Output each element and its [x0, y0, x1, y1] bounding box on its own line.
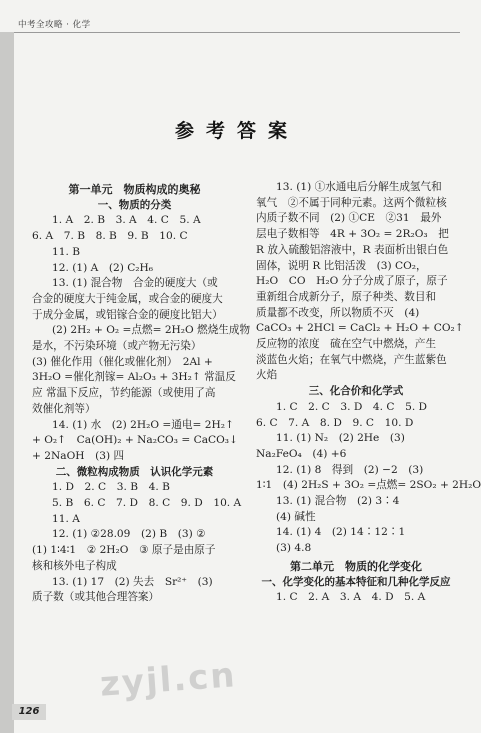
left-answer-line: 1. D 2. C 3. B 4. B	[52, 481, 170, 494]
left-section-heading: 二、微粒构成物质 认识化学元素	[55, 465, 214, 478]
left-unit-heading: 第一单元 物质构成的奥秘	[68, 183, 201, 196]
left-answer-line: 核和核外电子构成	[32, 559, 117, 572]
left-answer-line: 3H₂O =催化剂镓= Al₂O₃ + 3H₂↑ 常温反	[32, 371, 236, 384]
left-answer-line: 应 常温下反应，节约能源（或使用了高	[32, 387, 216, 400]
right-answer-line: 氧气 ②不属于同种元素。这两个微粒核	[256, 196, 447, 209]
left-answer-line: 效催化剂等）	[32, 402, 96, 415]
right-answer-line: 固体，说明 R 比铝活泼 (3) CO₂，	[256, 259, 427, 272]
right-answer-line: 1. C 2. A 3. A 4. D 5. A	[276, 591, 426, 604]
right-section-heading: 三、化合价和化学式	[308, 385, 404, 398]
left-answer-line: 12. (1) ②28.09 (2) B (3) ②	[52, 528, 206, 541]
left-answer-line: 13. (1) 17 (2) 失去 Sr²⁺ (3)	[52, 575, 213, 588]
left-answer-line: 是水，不污染环境（或产物无污染）	[32, 340, 202, 353]
right-answer-line: H₂O CO H₂O 分子分成了原子，原子	[256, 275, 448, 288]
left-answer-line: (2) 2H₂ + O₂ =点燃= 2H₂O 燃烧生成物	[52, 324, 251, 337]
page-title: 参考答案	[174, 120, 299, 142]
left-answer-line: 12. (1) A (2) C₂H₆	[52, 261, 154, 274]
right-answer-line: 1. C 2. C 3. D 4. C 5. D	[276, 400, 428, 413]
left-answer-line: 质子数（或其他合理答案）	[32, 591, 160, 604]
right-answer-line: (3) 4.8	[276, 542, 312, 555]
header-divider	[14, 32, 460, 33]
left-answer-line: 5. B 6. C 7. D 8. C 9. D 10. A	[52, 497, 242, 510]
right-answer-line: 淡蓝色火焰；在氧气中燃烧，产生蓝紫色	[256, 353, 447, 366]
watermark-text: zyjl.cn	[98, 655, 238, 705]
right-answer-line: 重新组合成新分子，原子种类、数目和	[256, 290, 437, 303]
left-answer-line: 11. A	[52, 512, 80, 525]
right-answer-line: 14. (1) 4 (2) 14∶12∶1	[276, 526, 406, 539]
right-answer-line: R 放入硫酸铝溶液中，R 表面析出银白色	[256, 243, 449, 256]
right-answer-line: 1∶1 (4) 2H₂S + 3O₂ =点燃= 2SO₂ + 2H₂O	[256, 479, 481, 492]
right-answer-line: 内质子数不同 (2) ①CE ②31 最外	[256, 212, 442, 225]
left-answer-line: 13. (1) 混合物 合金的硬度大（或	[52, 277, 218, 290]
running-header: 中考全攻略 · 化学	[18, 20, 91, 30]
left-answer-line: (3) 催化作用（催化或催化剂） 2Al +	[32, 355, 213, 368]
right-answer-line: CaCO₃ + 2HCl = CaCl₂ + H₂O + CO₂↑	[256, 322, 464, 335]
left-column	[32, 180, 251, 606]
left-answer-line: 6. A 7. B 8. B 9. B 10. C	[32, 230, 188, 243]
right-answer-line: 13. (1) ①水通电后分解生成氢气和	[276, 181, 442, 193]
left-section-heading: 一、物质的分类	[97, 198, 172, 211]
right-answer-line: 层电子数相等 4R + 3O₂ = 2R₂O₃ 把	[256, 228, 449, 241]
right-answer-line: 11. (1) N₂ (2) 2He (3)	[276, 432, 405, 445]
right-answer-line: 反应物的浓度 硫在空气中燃烧，产生	[256, 338, 437, 351]
right-section-heading: 一、化学变化的基本特征和几种化学反应	[261, 575, 451, 588]
left-answer-line: + O₂↑ Ca(OH)₂ + Na₂CO₃ = CaCO₃↓	[32, 434, 238, 447]
right-answer-line: 12. (1) 8 得到 (2) −2 (3)	[276, 463, 424, 476]
left-answer-line: (1) 1∶4∶1 ② 2H₂O ③ 原子是由原子	[32, 544, 216, 557]
right-column	[256, 180, 481, 606]
page-number: 126	[12, 704, 46, 720]
left-answer-line: 合金的硬度大于纯金属，或合金的硬度大	[32, 292, 223, 305]
right-answer-line: 13. (1) 混合物 (2) 3∶4	[276, 495, 400, 508]
left-answer-line: 1. A 2. B 3. A 4. C 5. A	[52, 214, 201, 227]
left-answer-line: 于成分金属，或铝镓合金的硬度比铝大）	[32, 308, 223, 321]
right-answer-line: 6. C 7. A 8. D 9. C 10. D	[256, 416, 414, 429]
right-answer-line: 火焰	[256, 369, 278, 382]
right-answer-line: Na₂FeO₄ (4) +6	[256, 447, 347, 460]
right-unit-heading: 第二单元 物质的化学变化	[290, 559, 422, 573]
right-answer-line: 质量都不改变，所以物质不灭 (4)	[256, 306, 420, 319]
right-answer-line: (4) 碱性	[276, 510, 316, 523]
left-answer-line: 11. B	[52, 245, 80, 258]
left-answer-line: + 2NaOH (3) 四	[32, 449, 125, 462]
left-answer-line: 14. (1) 水 (2) 2H₂O =通电= 2H₂↑	[52, 418, 234, 431]
